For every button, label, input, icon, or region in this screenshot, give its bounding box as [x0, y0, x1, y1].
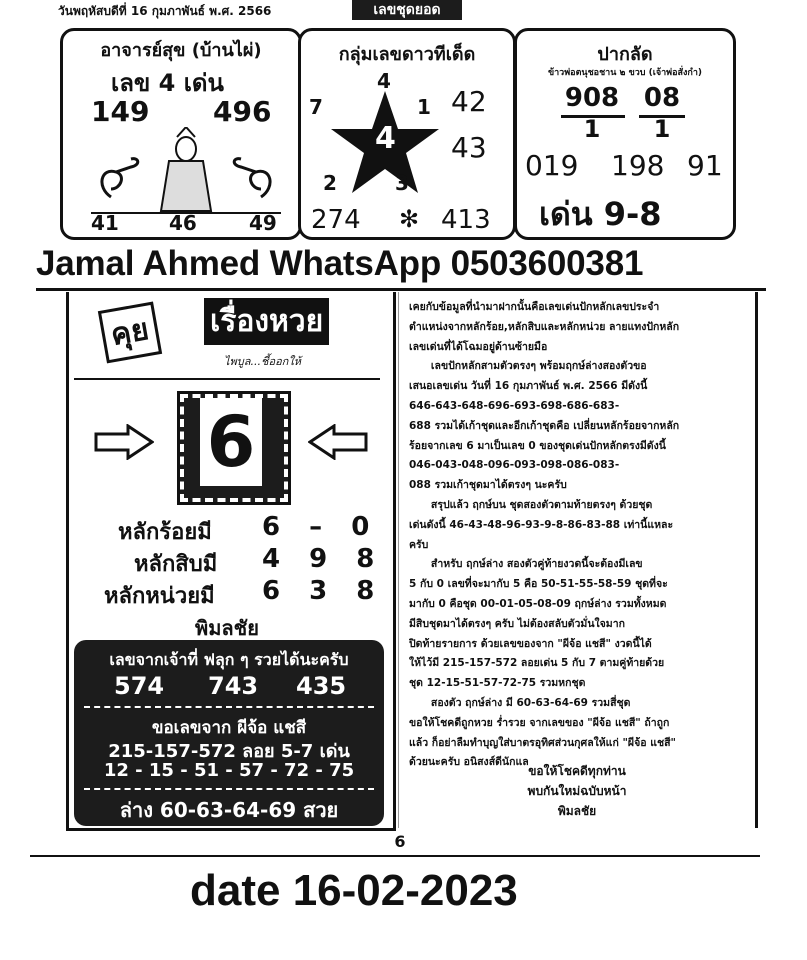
row-units-values: 6 3 8 — [262, 576, 385, 606]
box-paklat — [514, 28, 736, 240]
lucky-line5: ล่าง 60-63-64-69 สวย — [119, 798, 339, 822]
arrow-right-icon — [94, 424, 154, 460]
star-point-top: 4 — [377, 69, 391, 93]
frac1-top: 908 — [564, 83, 620, 113]
banner-underline — [36, 288, 766, 291]
lucky-divider — [84, 706, 374, 708]
lucky-divider2 — [84, 788, 374, 790]
box-mid-right1: 42 — [451, 85, 487, 118]
star-point-right: 1 — [417, 95, 431, 119]
kuy-logo-small: คุย — [98, 302, 162, 364]
article-line: เลขปักหลักสามตัวตรงๆ พร้อมฤกษ์ล่างสองตัวขอ — [409, 360, 647, 373]
article-line: มากับ 0 คือชุด 00-01-05-08-09 ฤกษ์ล่าง รวมทั้งหมด — [409, 597, 667, 610]
article-line: ร้อยจากเลข 6 มาเป็นเลข 0 ของชุดเด่นปักหลักตรงมีดังนี้ — [409, 439, 666, 452]
lucky-line1: เลขจากเจ้าที่ ฟลุก ๆ รวยได้นะครับ — [109, 650, 349, 669]
box-mid-bottom-symbol: ✻ — [399, 205, 420, 233]
frac1-bottom: 1 — [583, 115, 601, 143]
box-left-b3: 49 — [249, 211, 277, 235]
arrow-left-icon — [308, 424, 368, 460]
frac2-bottom: 1 — [653, 115, 671, 143]
article-line: 5 กับ 0 เลขที่จะมากับ 5 คือ 50-51-55-58-59 ชุดที่จะ — [409, 578, 668, 591]
article-line: ชุด 12-15-51-57-72-75 รวมหกชุด — [409, 677, 586, 690]
star-point-bottom-left: 2 — [323, 171, 337, 195]
article-line: แล้ว ก็อย่าลืมทำบุญใส่บาตรอุทิศส่วนกุศลให้แก่ "ผีจ้อ แชสี" — [409, 736, 676, 749]
article-line: 046-043-048-096-093-098-086-083- — [409, 459, 620, 472]
header-date: วันพฤหัสบดีที่ 16 กุมภาพันธ์ พ.ศ. 2566 — [58, 4, 272, 18]
box-right-title: ปากลัด — [597, 44, 653, 65]
article-line: เสนอเลขเด่น วันที่ 16 กุมภาพันธ์ พ.ศ. 2566 มีดังนี้ — [409, 380, 648, 393]
article-text — [409, 298, 749, 773]
star-point-bottom-right: 3 — [395, 171, 409, 195]
row-tens-label: หลักสิบมี — [134, 552, 218, 577]
box-right-dens: เด่น 9-8 — [539, 195, 662, 233]
kuy-logo-box — [74, 292, 380, 380]
box-left-main: เลข 4 เด่น — [111, 69, 224, 97]
article-line: ครับ — [409, 538, 429, 551]
star-center-digit: 4 — [375, 121, 396, 156]
kuy-logo-big: เรื่องหวย — [204, 298, 329, 345]
box-left-n1: 149 — [91, 95, 150, 128]
article-line: สรุปแล้ว ฤกษ์บน ชุดสองตัวตามท้ายตรงๆ ด้วยชุด — [409, 498, 653, 511]
star-point-left: 7 — [309, 95, 323, 119]
lucky-num2: 743 — [208, 672, 259, 700]
article-line: มีสิบชุดมาได้ตรงๆ ครับ ไม่ต้องสลับตัวมั่นใจมาก — [409, 617, 625, 630]
article-line: 088 รวมเก้าชุดมาได้ตรงๆ นะครับ — [409, 479, 567, 492]
box-left-b2: 46 — [169, 211, 197, 235]
box-right-row2: 198 — [611, 149, 665, 182]
box-ajarn-suk — [60, 28, 302, 240]
kuy-tagline: ไพบูล...ชี้ออกให้ — [224, 355, 301, 368]
deity-naga-illustration — [91, 127, 281, 215]
box-left-b1: 41 — [91, 211, 119, 235]
box-mid-right2: 43 — [451, 131, 487, 164]
article-line: เลขเด่นที่ได้โฉมอยู่ด้านซ้ายมือ — [409, 340, 548, 353]
masthead-title: เลขชุดยอด — [352, 0, 462, 20]
box-mid-title: กลุ่มเลขดาวทีเด็ด — [338, 44, 476, 65]
box-right-row3: 91 — [687, 149, 723, 182]
row-hundreds-values: 6 – 0 — [262, 512, 380, 542]
big-digit: 6 — [200, 398, 262, 486]
article-line: เคยกับข้อมูลที่นำมาฝากนั้นคือเลขเด่นปักหลักเลขประจำ — [409, 301, 660, 313]
lucky-num1: 574 — [114, 672, 165, 700]
page-bottom-rule — [30, 855, 760, 857]
lucky-num3: 435 — [296, 672, 347, 700]
article-line: ด้วยนะครับ อนิสงส์ดีนักแล — [409, 756, 529, 769]
article-line: เด่นดังนี้ 46-43-48-96-93-9-8-86-83-88 เท่านี้แหละ — [409, 518, 674, 531]
lucky-numbers-box — [74, 640, 384, 826]
article-line: ให้ไว้มี 215-157-572 ลอยเด่น 5 กับ 7 ตามคู่ท้ายด้วย — [409, 657, 665, 670]
closing-line3: พิมลชัย — [557, 804, 597, 818]
author-name: พิมลชัย — [195, 616, 259, 640]
row-hundreds-label: หลักร้อยมี — [118, 520, 212, 545]
article-line: ขอให้โชคดีถูกหวย ร่ำรวย จากเลขของ "ผีจ้อ แชสี" ถ้าถูก — [409, 716, 670, 729]
whatsapp-banner: Jamal Ahmed WhatsApp 0503600381 — [36, 244, 644, 283]
box-left-title: อาจารย์สุข (บ้านไผ่) — [100, 40, 262, 61]
box-right-row1: 019 — [525, 149, 579, 182]
box-left-n2: 496 — [213, 95, 272, 128]
article-line: 688 รวมได้เก้าชุดและอีกเก้าชุดคือ เปลี่ยนหลักร้อยจากหลัก — [409, 419, 680, 432]
page-number: 6 — [394, 832, 406, 851]
article-line: สองตัว ฤกษ์ล่าง มี 60-63-64-69 รวมสี่ชุด — [409, 696, 631, 709]
article-line: ตำแหน่งจากหลักร้อย,หลักสิบและหลักหน่วย ลายแทงปักหลัก — [409, 320, 680, 333]
closing-line2: พบกันใหม่ฉบับหน้า — [527, 784, 627, 798]
box-star-group — [298, 28, 516, 240]
box-right-subtitle: ข้าวพ่อตนุชอชาน ๒ ขวบ (เจ้าพ่อสั่งกำ) — [547, 68, 703, 78]
box-mid-bottom-right: 413 — [441, 205, 491, 235]
frac2-top: 08 — [643, 83, 681, 113]
article-column — [398, 292, 758, 828]
row-tens-values: 4 9 8 — [262, 544, 385, 574]
article-line: สำหรับ ฤกษ์ล่าง สองตัวคู่ท้ายงวดนี้จะต้องมีเลข — [409, 558, 643, 571]
date-footer: date 16-02-2023 — [190, 866, 518, 915]
lucky-line4: 12 - 15 - 51 - 57 - 72 - 75 — [103, 760, 355, 781]
article-line: 646-643-648-696-693-698-686-683- — [409, 399, 620, 412]
article-line: ปิดท้ายรายการ ด้วยเลขของจาก "ผีจ้อ แชสี" งวดนี้ได้ — [409, 637, 652, 650]
row-units-label: หลักหน่วยมี — [104, 584, 215, 609]
box-mid-bottom-left: 274 — [311, 205, 361, 235]
lucky-line2: ขอเลขจาก ผีจ้อ แชสี — [151, 718, 307, 738]
lucky-line3: 215-157-572 ลอย 5-7 เด่น — [108, 741, 350, 762]
closing-line1: ขอให้โชคดีทุกท่าน — [528, 764, 626, 778]
